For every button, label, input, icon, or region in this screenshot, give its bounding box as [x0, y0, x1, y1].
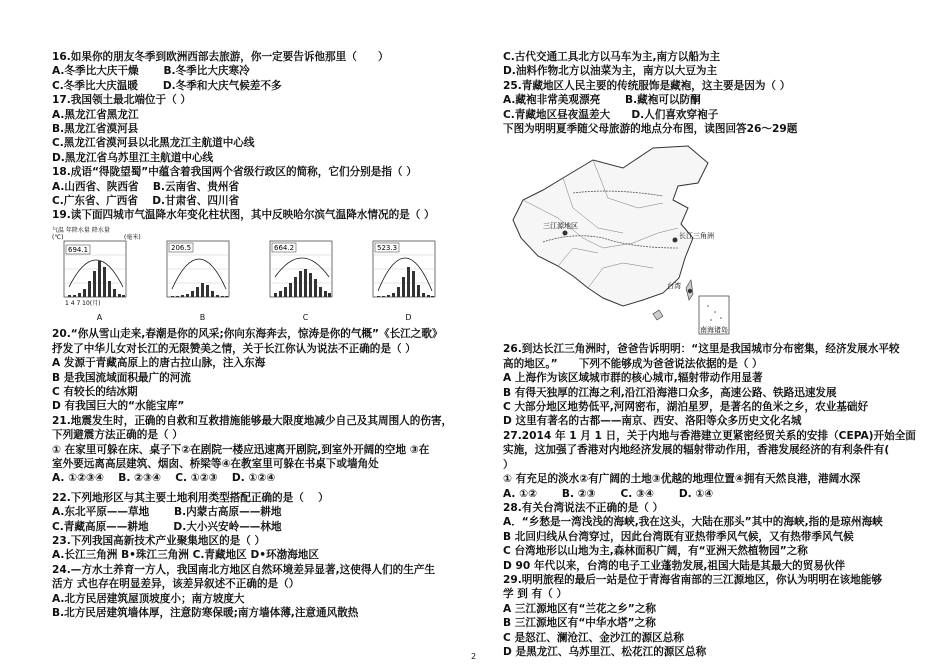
q20-option-d: D 有我国巨大的“水能宝库”: [52, 400, 185, 413]
map-label-taiwan: 台湾: [667, 282, 681, 291]
q28-option-a: A．“乡愁是一湾浅浅的海峡,我在这头，大陆在那头”其中的海峡,指的是琼州海峡: [503, 516, 883, 529]
q21-line-1: 21.地震发生时，正确的自救和互救措施能够最大限度地减少自己及其周围人的伤害，: [52, 414, 453, 427]
q26-line-2: 高的地区。” 下列不能够成为爸爸说法依据的是（ ）: [503, 357, 763, 370]
q26-option-b: B 有得天独厚的江海之利,沿江沿海港口众多，高速公路、铁路迅速发展: [503, 386, 837, 399]
q24-option-a: A.北方民居建筑屋顶坡度小；南方坡度大: [52, 592, 245, 605]
chart-months: 1 4 7 10(月): [65, 299, 101, 307]
q28-option-d: D 90 年代以来，台湾的电子工业蓬勃发展,祖国大陆是其最大的贸易伙伴: [503, 559, 846, 572]
map-label-sanjiangyuan: 三江源地区: [543, 222, 578, 231]
chart-c-label: C: [302, 312, 309, 322]
q29-option-b: B 三江源地区有“中华水塔”之称: [503, 617, 656, 630]
q27-line-5: A. ①② B. ②③ C. ③④ D. ①④: [503, 487, 714, 500]
chart-header: 气温 年降水量 降水量: [52, 226, 110, 234]
q24-option-d: D.油料作物北方以油菜为主，南方以大豆为主: [503, 65, 718, 78]
chart-a-label: A: [96, 312, 103, 322]
q16-options-2: C.冬季比大庆温暖 D.冬季和大庆气候差不多: [52, 79, 282, 92]
q20-line-2: 抒发了中华儿女对长江的无限赞美之情，关于长江你认为说法不正确的是（ ）: [52, 342, 416, 355]
map-intro: 下图为明明夏季随父母旅游的地点分布图，读图回答26～29题: [503, 123, 798, 136]
chart-a-value: 694.1: [68, 245, 89, 254]
q22-options-2: C.青藏高原——耕地 D.大小兴安岭——林地: [52, 520, 282, 533]
q28-option-b: B 北回归线从台湾穿过，因此台湾既有亚热带季风气候，又有热带季风气候: [503, 530, 854, 543]
map-label-changjiang: 长江三角洲: [679, 232, 714, 241]
q18-options-2: C.广东省、广西省 D.甘肃省、四川省: [52, 195, 240, 208]
q17-option-d: D.黑龙江省乌苏里江主航道中心线: [52, 151, 214, 164]
q27-line-4: ① 有充足的淡水②有广阔的土地③优越的地理位置④拥有天然良港，港阔水深: [503, 473, 861, 486]
q26-line-1: 26.到达长江三角洲时，爸爸告诉明明：“这里是我国城市分布密集，经济发展水平较: [503, 343, 900, 356]
q24-line-1: 24.—方水土养育一方人，我国南北方地区自然环境差异显著,这使得人们的生产生: [52, 563, 435, 576]
q20-option-b: B 是我国流域面积最广的河流: [52, 371, 191, 384]
q27-line-3: ）: [503, 458, 514, 471]
q22-stem: 22.下列地形区与其主要土地利用类型搭配正确的是（ ）: [52, 491, 329, 504]
q29-option-d: D 是黑龙江、乌苏里江、松花江的源区总称: [503, 645, 707, 658]
q17-option-c: C.黑龙江省漠河县以北黑龙江主航道中心线: [52, 137, 255, 150]
q26-option-d: D 这里有著名的古都——南京、西安、洛阳等众多历史文化名城: [503, 415, 802, 428]
climate-chart-b: [155, 225, 250, 325]
q21-line-3: ① 在家里可躲在床、桌子下②在剧院一楼应迅速离开剧院,到室外开阔的空地 ③在: [52, 443, 430, 456]
q22-options-1: A.东北平原——草地 B.内蒙古高原——耕地: [52, 506, 282, 519]
climate-chart-a: [52, 225, 147, 325]
q26-option-a: A 上海作为该区域城市群的核心城市,辐射带动作用显著: [503, 372, 763, 385]
q24-option-b: B.北方民居建筑墙体厚，注意防寒保暖;南方墙体薄,注意通风散热: [52, 607, 359, 619]
q20-option-a: A 发源于青藏高原上的唐古拉山脉，注入东海: [52, 357, 266, 370]
q23-options: A.长江三角洲 B•珠江三角洲 C.青藏地区 D•环渤海地区: [52, 549, 319, 562]
q25-options-2: C.青藏地区昼夜温差大 D.人们喜欢穿袍子: [503, 108, 719, 121]
chart-d-label: D: [405, 312, 412, 322]
q27-line-2: 实施，这加强了香港对内地经济发展的辐射带动作用，香港发展经济的有利条件有(: [503, 444, 890, 457]
q28-stem: 28.有关台湾说法不正确的是（ ）: [503, 501, 664, 514]
q29-line-1: 29.明明旅程的最后一站是位于青海省南部的三江源地区，你认为明明在该地能够: [503, 573, 882, 586]
q25-options-1: A.藏袍非常美观漂亮 B.藏袍可以防酮: [503, 94, 701, 107]
page-number: 2: [471, 652, 477, 661]
q29-option-c: C 是怒江、澜沧江、金沙江的源区总称: [503, 631, 684, 644]
chart-d-value: 523.3: [377, 243, 398, 252]
q20-option-c: C 有较长的结冰期: [52, 385, 138, 398]
q16-options-1: A.冬季比大庆干燥 B.冬季比大庆寒冷: [52, 65, 250, 78]
q29-line-2: 学 到 有（ ）: [503, 588, 568, 601]
q17-option-b: B.黑龙江省漠河县: [52, 123, 139, 136]
q21-line-4: 室外要远离高层建筑、烟囱、桥梁等④在教室里可躲在书桌下或墙角处: [52, 457, 379, 470]
chart-unit-right: (毫米): [124, 233, 141, 241]
q27-line-1: 27.2014 年 1 月 1 日，关于内地与香港建立更紧密经贸关系的安排（CEPA)开始全面: [503, 429, 916, 442]
chart-unit-left: (℃): [52, 233, 64, 241]
climate-charts: [52, 225, 477, 325]
q25-stem: 25.青藏地区人民主要的传统服饰是藏袍，这主要是因为（ ）: [503, 79, 791, 92]
q24-option-c: C.古代交通工具北方以马车为主,南方以船为主: [503, 51, 721, 63]
q26-option-c: C 大部分地区地势低平,河网密布，湖泊星罗，是著名的鱼米之乡，农业基础好: [503, 401, 869, 414]
q17-option-a: A.黑龙江省黑龙江: [52, 108, 139, 121]
china-map: [503, 138, 733, 338]
chart-b-label: B: [199, 312, 206, 322]
map-label-nanhai: 南海诸岛: [700, 326, 728, 335]
chart-c-value: 664.2: [274, 243, 295, 252]
climate-chart-d: [361, 225, 456, 325]
q16-stem: 16.如果你的朋友冬季到欧洲西部去旅游，你一定要告诉他那里（ ）: [52, 51, 389, 63]
climate-chart-c: [258, 225, 353, 325]
q18-options-1: A.山西省、陕西省 B.云南省、贵州省: [52, 180, 240, 193]
q29-option-a: A 三江源地区有“兰花之乡”之称: [503, 602, 656, 615]
q19-stem: 19.读下面四城市气温降水年变化柱状图，其中反映哈尔滨气温降水情况的是（ ）: [52, 209, 435, 222]
q18-stem: 18.成语“得陇望蜀”中蕴含着我国两个省级行政区的简称，它们分别是指（ ）: [52, 166, 417, 179]
q24-line-2: 活方 式也存在明显差异，该差异叙述不正确的是（）: [52, 578, 300, 591]
q20-line-1: 20.“你从雪山走来,春潮是你的风采;你向东海奔去，惊涛是你的气概”《长江之歌》: [52, 328, 443, 341]
q21-line-5: A. ①②③④ B. ②③④ C. ①②③ D. ①②④: [52, 472, 276, 485]
q23-stem: 23.下列我国高新技术产业聚集地区的是（ ）: [52, 534, 266, 547]
left-column: [52, 50, 477, 620]
q28-option-c: C 台湾地形以山地为主,森林面积广阔，有“亚洲天然植物园”之称: [503, 545, 808, 558]
q21-line-2: 下列避震方法正确的是（ ）: [52, 429, 183, 442]
q17-stem: 17.我国领土最北端位于（ ）: [52, 94, 191, 107]
right-column: [503, 50, 923, 659]
chart-b-value: 206.5: [171, 243, 192, 252]
